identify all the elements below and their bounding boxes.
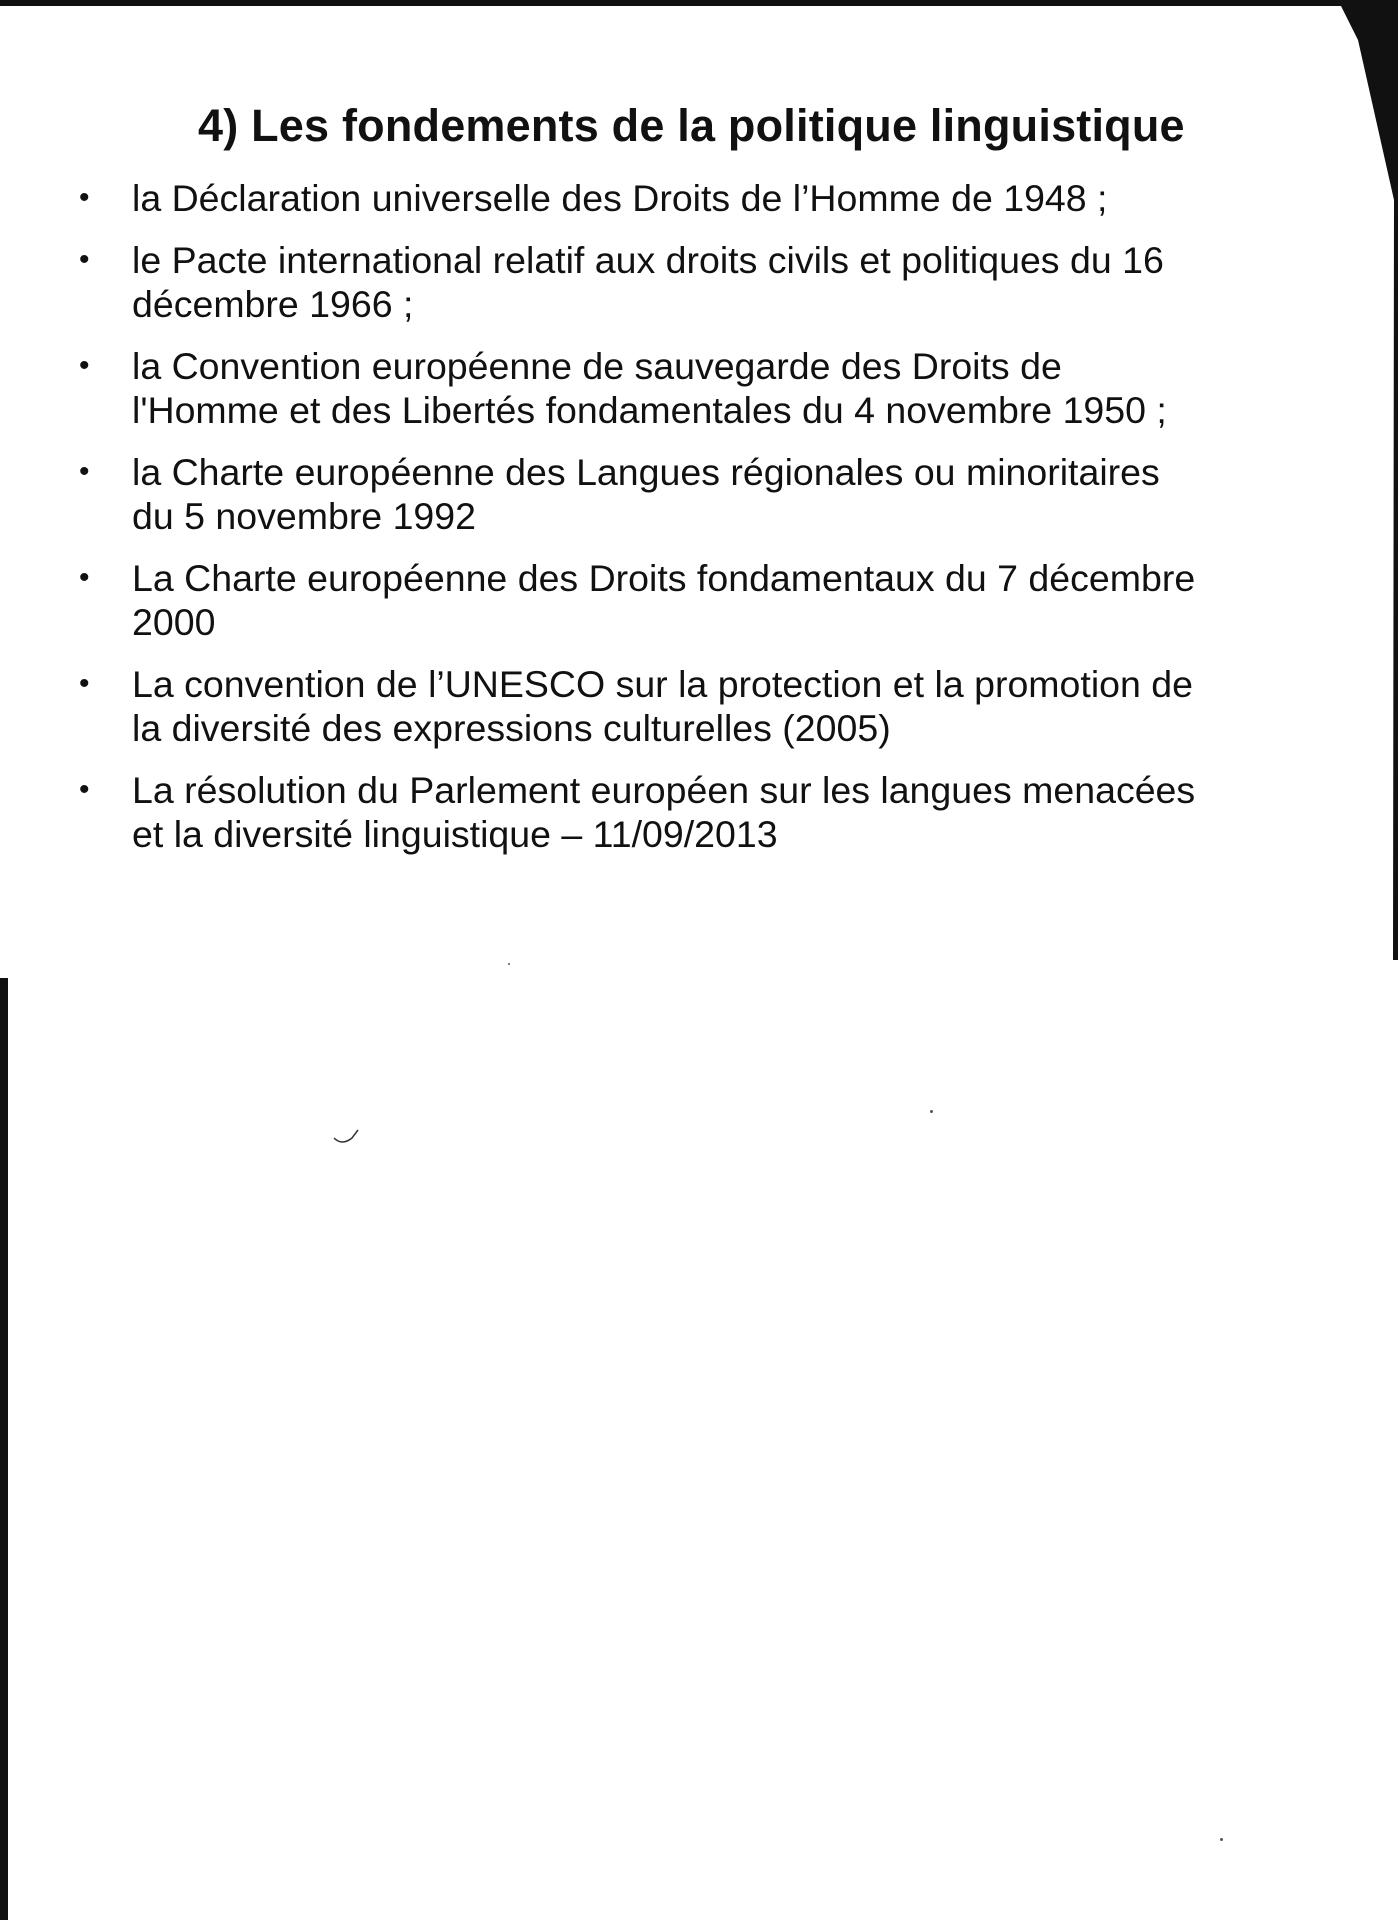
bullet-icon: •	[79, 455, 90, 488]
list-item-line: La Charte européenne des Droits fondamentaux du 7 décembre	[132, 557, 1196, 599]
list-item-line: l'Homme et des Libertés fondamentales du 4 novembre 1950 ;	[132, 389, 1167, 431]
scan-speck	[930, 1110, 933, 1113]
bullet-icon: •	[79, 667, 90, 700]
list-item	[72, 344, 1362, 432]
list-item-line: La résolution du Parlement européen sur les langues menacées	[132, 769, 1196, 811]
page-title: 4) Les fondements de la politique linguistique	[198, 100, 1185, 151]
pen-mark	[332, 1126, 362, 1148]
list-item	[72, 450, 1362, 538]
scan-speck	[1220, 1838, 1223, 1841]
legal-foundations-list	[72, 176, 1312, 856]
scan-speck	[508, 963, 510, 965]
bullet-icon: •	[79, 349, 90, 382]
list-item	[72, 176, 1362, 220]
scan-top-edge	[0, 0, 1398, 6]
list-item-line: la diversité des expressions culturelles (2005)	[132, 707, 891, 749]
list-item-line: 2000	[132, 601, 216, 643]
list-item-line: et la diversité linguistique – 11/09/2013	[132, 813, 778, 855]
bullet-icon: •	[79, 243, 90, 276]
list-item-line: du 5 novembre 1992	[132, 495, 477, 537]
list-item	[72, 768, 1362, 856]
list-item-line: la Déclaration universelle des Droits de l’Homme de 1948 ;	[132, 177, 1108, 219]
list-item-line: la Convention européenne de sauvegarde des Droits de	[132, 345, 1062, 387]
bullet-icon: •	[79, 181, 90, 214]
list-item-line: le Pacte international relatif aux droits civils et politiques du 16	[132, 239, 1164, 281]
document-body	[72, 96, 1312, 874]
list-item	[72, 238, 1362, 326]
list-item-line: la Charte européenne des Langues régionales ou minoritaires	[132, 451, 1160, 493]
bullet-icon: •	[79, 773, 90, 806]
list-item	[72, 556, 1362, 644]
list-item-line: décembre 1966 ;	[132, 283, 414, 325]
scan-left-edge	[0, 978, 8, 1920]
bullet-icon: •	[79, 561, 90, 594]
list-item	[72, 662, 1362, 750]
list-item-line: La convention de l’UNESCO sur la protection et la promotion de	[132, 663, 1193, 705]
